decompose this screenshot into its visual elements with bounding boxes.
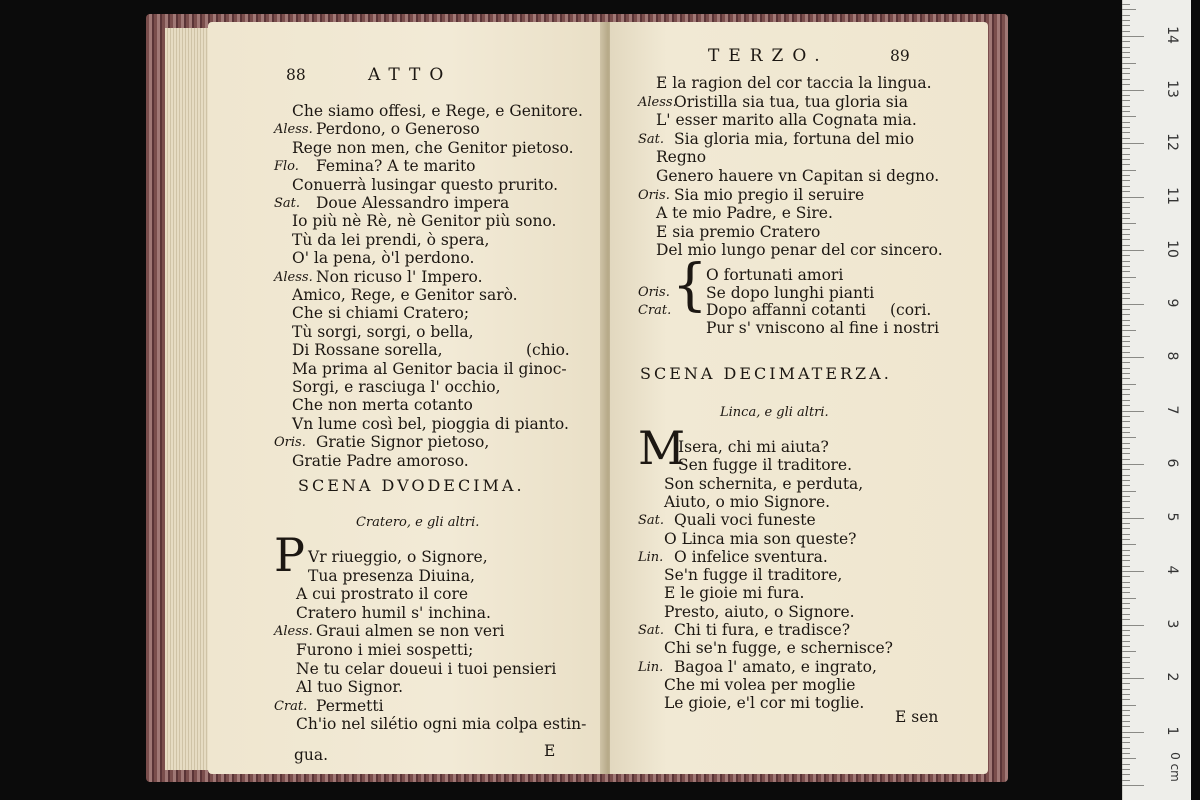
ruler-tick — [1122, 737, 1130, 738]
ruler-tick — [1122, 678, 1144, 679]
ruler-tick — [1122, 544, 1136, 545]
verse-line: A te mio Padre, e Sire. — [656, 204, 833, 223]
ruler-tick — [1122, 73, 1130, 74]
left-drop-cap: P — [274, 528, 305, 582]
ruler-tick — [1122, 336, 1130, 337]
chorus-brace: { — [672, 253, 708, 318]
ruler-tick — [1122, 202, 1130, 203]
verse-line: Che mi volea per moglie — [664, 675, 856, 694]
verse-line: E sia premio Cratero — [656, 222, 821, 241]
verse-line: Vr riueggio, o Signore, — [308, 548, 488, 566]
ruler-tick — [1122, 603, 1130, 604]
ruler-tick — [1122, 555, 1130, 556]
ruler-tick — [1122, 164, 1130, 165]
speaker-label: Sat. — [638, 131, 665, 147]
ruler-tick — [1122, 9, 1136, 10]
ruler-tick — [1122, 726, 1130, 727]
verse-line: Permetti — [316, 696, 384, 715]
left-scene-subtitle: Cratero, e gli altri. — [356, 515, 480, 530]
chorus-line: Se dopo lunghi pianti — [706, 283, 875, 302]
left-scene-title: SCENA DVODECIMA. — [298, 476, 525, 495]
ruler-tick — [1122, 667, 1130, 668]
ruler-tick — [1122, 143, 1144, 144]
speaker-label: Sat. — [638, 623, 665, 638]
ruler-tick — [1122, 646, 1130, 647]
right-running-head: TERZO. — [708, 46, 829, 66]
verse-line: Amico, Rege, e Genitor sarò. — [292, 286, 518, 304]
ruler-tick — [1122, 170, 1136, 171]
ruler-tick — [1122, 357, 1144, 358]
verse-line: O infelice sventura. — [674, 547, 828, 566]
chorus-speaker: Crat. — [638, 302, 672, 318]
ruler-tick — [1122, 421, 1130, 422]
verse-line: Doue Alessandro impera — [316, 194, 510, 212]
speaker-label: Lin. — [638, 549, 664, 565]
ruler-tick — [1122, 785, 1144, 786]
verse-line: Che si chiami Cratero; — [292, 304, 470, 323]
verse-line: Tù da lei prendi, ò spera, — [292, 230, 490, 249]
verse-line: Presto, aiuto, o Signore. — [664, 602, 855, 621]
ruler-tick — [1122, 213, 1130, 214]
ruler-number: 13 — [1164, 79, 1180, 98]
ruler-tick — [1122, 673, 1130, 674]
ruler-tick — [1122, 368, 1130, 369]
ruler-tick — [1122, 271, 1130, 272]
chorus-line: Pur s' vniscono al fine i nostri — [706, 318, 940, 337]
ruler-tick — [1122, 197, 1144, 198]
ruler-number: 2 — [1164, 672, 1180, 682]
ruler-tick — [1122, 475, 1130, 476]
verse-line: Conuerrà lusingar questo prurito. — [292, 175, 559, 194]
ruler-tick — [1122, 507, 1130, 508]
verse-line: Ne tu celar doueui i tuoi pensieri — [296, 659, 557, 678]
ruler-tick — [1122, 518, 1144, 519]
ruler-tick — [1122, 138, 1130, 139]
ruler-tick — [1122, 437, 1136, 438]
verse-line: Sen fugge il traditore. — [678, 456, 853, 475]
right-page — [610, 22, 988, 774]
ruler-number: 14 — [1164, 26, 1180, 44]
verse-line: A cui prostrato il core — [296, 585, 469, 604]
verse-line: Oristilla sia tua, tua gloria sia — [674, 92, 908, 111]
verse-line: Cratero humil s' inchina. — [296, 603, 491, 622]
chorus-turnover: (cori. — [890, 301, 932, 319]
ruler-tick — [1122, 277, 1136, 278]
ruler-tick — [1122, 68, 1130, 69]
ruler-tick — [1122, 245, 1130, 246]
ruler-tick — [1122, 432, 1130, 433]
ruler-tick — [1122, 373, 1130, 374]
ruler-tick — [1122, 780, 1130, 781]
ruler-tick — [1122, 764, 1130, 765]
chorus-line: O fortunati amori — [706, 266, 844, 284]
ruler-number: 10 — [1164, 240, 1180, 258]
ruler-tick — [1122, 619, 1130, 620]
ruler-unit: 0 cm — [1167, 752, 1182, 782]
ruler-number: 4 — [1164, 565, 1180, 575]
ruler-tick — [1122, 635, 1130, 636]
verse-line: Vn lume così bel, pioggia di pianto. — [292, 414, 569, 433]
ruler-tick — [1122, 293, 1130, 294]
ruler-tick — [1122, 261, 1130, 262]
speaker-label: Lin. — [638, 659, 664, 675]
verse-line: Che non merta cotanto — [292, 396, 473, 415]
ruler-tick — [1122, 427, 1130, 428]
verse-turnover: (chio. — [526, 341, 570, 360]
right-drop-cap: M — [638, 421, 686, 475]
ruler-tick — [1122, 683, 1130, 684]
ruler-tick — [1122, 378, 1130, 379]
ruler-tick — [1122, 528, 1130, 529]
left-page-number: 88 — [286, 66, 306, 84]
ruler-tick — [1122, 769, 1130, 770]
verse-line: Del mio lungo penar del cor sincero. — [656, 241, 943, 260]
ruler-tick — [1122, 662, 1130, 663]
ruler-tick — [1122, 480, 1130, 481]
ruler-tick — [1122, 116, 1136, 117]
left-page — [208, 22, 606, 774]
ruler-tick — [1122, 641, 1130, 642]
ruler-tick — [1122, 362, 1130, 363]
ruler-tick — [1122, 625, 1144, 626]
ruler-tick — [1122, 715, 1130, 716]
verse-line: Ma prima al Genitor bacia il ginoc- — [292, 359, 567, 378]
ruler-tick — [1122, 207, 1130, 208]
speaker-label: Oris. — [274, 435, 306, 451]
speaker-label: Aless. — [274, 624, 313, 640]
ruler-tick — [1122, 234, 1130, 235]
ruler-tick — [1122, 175, 1130, 176]
ruler-tick — [1122, 180, 1130, 181]
verse-line: Isera, chi mi aiuta? — [678, 438, 829, 456]
ruler-tick — [1122, 325, 1130, 326]
speaker-label: Aless. — [274, 269, 313, 285]
verse-line: Furono i miei sospetti; — [296, 641, 474, 659]
ruler-tick — [1122, 571, 1144, 572]
ruler-tick — [1122, 63, 1136, 64]
verse-line: Che siamo offesi, e Rege, e Genitore. — [292, 102, 583, 120]
verse-line: Io più nè Rè, nè Genitor più sono. — [292, 212, 557, 231]
verse-line: Se'n fugge il traditore, — [664, 566, 843, 585]
verse-line: Di Rossane sorella, — [292, 341, 443, 360]
ruler-tick — [1122, 15, 1130, 16]
ruler-tick — [1122, 582, 1130, 583]
right-catchword: E sen — [895, 708, 939, 726]
verse-line: Gratie Padre amoroso. — [292, 451, 469, 470]
ruler-tick — [1122, 753, 1130, 754]
ruler-tick — [1122, 186, 1130, 187]
speaker-label: Oris. — [638, 187, 670, 203]
verse-line: Rege non men, che Genitor pietoso. — [292, 138, 574, 157]
ruler-tick — [1122, 657, 1130, 658]
ruler-tick — [1122, 218, 1130, 219]
left-running-head: ATTO — [368, 65, 453, 85]
ruler-tick — [1122, 710, 1130, 711]
ruler-tick — [1122, 4, 1130, 5]
ruler-tick — [1122, 352, 1130, 353]
ruler-tick — [1122, 453, 1130, 454]
ruler-tick — [1122, 491, 1136, 492]
verse-line: Sia gloria mia, fortuna del mio — [674, 129, 915, 148]
ruler-tick — [1122, 560, 1130, 561]
ruler-tick — [1122, 416, 1130, 417]
ruler-tick — [1122, 25, 1130, 26]
ruler-tick — [1122, 84, 1130, 85]
ruler-tick — [1122, 496, 1130, 497]
verse-line: Regno — [656, 148, 707, 167]
verse-line: Graui almen se non veri — [316, 622, 505, 641]
ruler-tick — [1122, 459, 1130, 460]
ruler-tick — [1122, 341, 1130, 342]
ruler-tick — [1122, 148, 1130, 149]
ruler-tick — [1122, 282, 1130, 283]
verse-line: O Linca mia son queste? — [664, 529, 857, 548]
ruler-tick — [1122, 512, 1130, 513]
ruler-tick — [1122, 689, 1130, 690]
verse-line: Bagoa l' amato, e ingrato, — [674, 657, 877, 676]
ruler-tick — [1122, 389, 1130, 390]
ruler-tick — [1122, 464, 1144, 465]
verse-line: Son schernita, e perduta, — [664, 474, 864, 493]
ruler-tick — [1122, 523, 1130, 524]
speaker-label: Crat. — [274, 698, 308, 714]
ruler-tick — [1122, 485, 1130, 486]
ruler-tick — [1122, 400, 1130, 401]
ruler-number: 12 — [1164, 133, 1180, 151]
ruler-tick — [1122, 587, 1130, 588]
ruler-tick — [1122, 384, 1136, 385]
ruler-tick — [1122, 592, 1130, 593]
verse-line: Al tuo Signor. — [296, 678, 403, 697]
ruler-tick — [1122, 630, 1130, 631]
ruler-tick — [1122, 266, 1130, 267]
ruler-tick — [1122, 309, 1130, 310]
ruler-tick — [1122, 250, 1144, 251]
right-scene-title: SCENA DECIMATERZA. — [640, 364, 892, 383]
ruler-tick — [1122, 721, 1130, 722]
ruler-tick — [1122, 100, 1130, 101]
ruler-tick — [1122, 52, 1130, 53]
verse-line: Le gioie, e'l cor mi toglie. — [664, 694, 865, 713]
ruler-number: 11 — [1164, 186, 1180, 205]
ruler-tick — [1122, 705, 1136, 706]
ruler-tick — [1122, 346, 1130, 347]
ruler-tick — [1122, 651, 1136, 652]
ruler-tick — [1122, 79, 1130, 80]
ruler-tick — [1122, 132, 1130, 133]
ruler-tick — [1122, 20, 1130, 21]
ruler-tick — [1122, 550, 1130, 551]
ruler-tick — [1122, 31, 1130, 32]
ruler-tick — [1122, 90, 1144, 91]
verse-line: Quali voci funeste — [674, 511, 816, 530]
verse-line: Non ricuso l' Impero. — [316, 267, 483, 286]
ruler-tick — [1122, 411, 1144, 412]
ruler-tick — [1122, 732, 1144, 733]
verse-line: Femina? A te marito — [316, 157, 476, 176]
ruler-number: 7 — [1164, 405, 1180, 414]
ruler-tick — [1122, 57, 1130, 58]
ruler-tick — [1122, 598, 1136, 599]
ruler-tick — [1122, 608, 1130, 609]
ruler-number: 6 — [1164, 458, 1180, 468]
ruler-number: 5 — [1164, 512, 1180, 521]
ruler-number: 1 — [1164, 726, 1180, 735]
ruler-tick — [1122, 239, 1130, 240]
ruler-tick — [1122, 534, 1130, 535]
speaker-label: Flo. — [274, 159, 299, 175]
ruler-number: 8 — [1164, 351, 1180, 361]
chorus-speaker: Oris. — [638, 285, 670, 300]
verse-line: Sia mio pregio il seruire — [674, 185, 865, 204]
ruler-number: 9 — [1164, 298, 1180, 307]
left-catchword: gua. — [294, 746, 329, 764]
verse-line: Perdono, o Generoso — [316, 120, 480, 139]
verse-line: O' la pena, ò'l perdono. — [292, 249, 475, 268]
verse-line: E la ragion del cor taccia la lingua. — [656, 74, 932, 92]
speaker-label: Sat. — [638, 513, 665, 529]
ruler-tick — [1122, 111, 1130, 112]
verse-line: E le gioie mi fura. — [664, 584, 805, 603]
verse-line: Ch'io nel silétio ogni mia colpa estin- — [296, 715, 587, 734]
ruler-tick — [1122, 405, 1130, 406]
ruler-tick — [1122, 95, 1130, 96]
ruler-tick — [1122, 748, 1130, 749]
speaker-label: Aless. — [274, 122, 313, 138]
ruler-tick — [1122, 191, 1130, 192]
ruler-tick — [1122, 501, 1130, 502]
verse-line: Aiuto, o mio Signore. — [664, 492, 831, 511]
verse-line: Chi ti fura, e tradisce? — [674, 621, 851, 639]
verse-line: Gratie Signor pietoso, — [316, 433, 490, 452]
ruler-tick — [1122, 159, 1130, 160]
ruler-tick — [1122, 229, 1130, 230]
ruler-tick — [1122, 223, 1136, 224]
ruler-tick — [1122, 36, 1144, 37]
speaker-label: Aless. — [638, 94, 677, 110]
verse-line: Tù sorgi, sorgi, o bella, — [292, 322, 474, 341]
ruler-tick — [1122, 694, 1130, 695]
speaker-label: Sat. — [274, 196, 301, 211]
ruler-tick — [1122, 47, 1130, 48]
ruler-tick — [1122, 330, 1136, 331]
verse-line: L' esser marito alla Cognata mia. — [656, 111, 917, 130]
ruler-tick — [1122, 566, 1130, 567]
ruler-tick — [1122, 287, 1130, 288]
ruler-tick — [1122, 255, 1130, 256]
ruler-tick — [1122, 576, 1130, 577]
ruler-tick — [1122, 122, 1130, 123]
ruler-tick — [1122, 614, 1130, 615]
right-page-number: 89 — [890, 47, 910, 65]
left-signature: E — [544, 742, 556, 760]
ruler-tick — [1122, 699, 1130, 700]
ruler-tick — [1122, 298, 1130, 299]
ruler-tick — [1122, 443, 1130, 444]
ruler-tick — [1122, 394, 1130, 395]
ruler-tick — [1122, 154, 1130, 155]
ruler-tick — [1122, 304, 1144, 305]
ruler-tick — [1122, 774, 1130, 775]
verse-line: Genero hauere vn Capitan si degno. — [656, 167, 940, 185]
ruler-tick — [1122, 320, 1130, 321]
ruler-tick — [1122, 469, 1130, 470]
verse-line: Chi se'n fugge, e schernisce? — [664, 639, 893, 658]
ruler-tick — [1122, 127, 1130, 128]
verse-line: Sorgi, e rasciuga l' occhio, — [292, 378, 501, 396]
ruler-tick — [1122, 448, 1130, 449]
ruler-tick — [1122, 742, 1130, 743]
verse-line: Tua presenza Diuina, — [308, 566, 475, 585]
measuring-ruler — [1122, 0, 1191, 800]
ruler-tick — [1122, 539, 1130, 540]
right-scene-subtitle: Linca, e gli altri. — [720, 405, 829, 420]
ruler-tick — [1122, 758, 1136, 759]
ruler-tick — [1122, 106, 1130, 107]
ruler-tick — [1122, 314, 1130, 315]
ruler-tick — [1122, 41, 1130, 42]
chorus-line: Dopo affanni cotanti — [706, 301, 866, 319]
ruler-number: 3 — [1164, 619, 1180, 628]
